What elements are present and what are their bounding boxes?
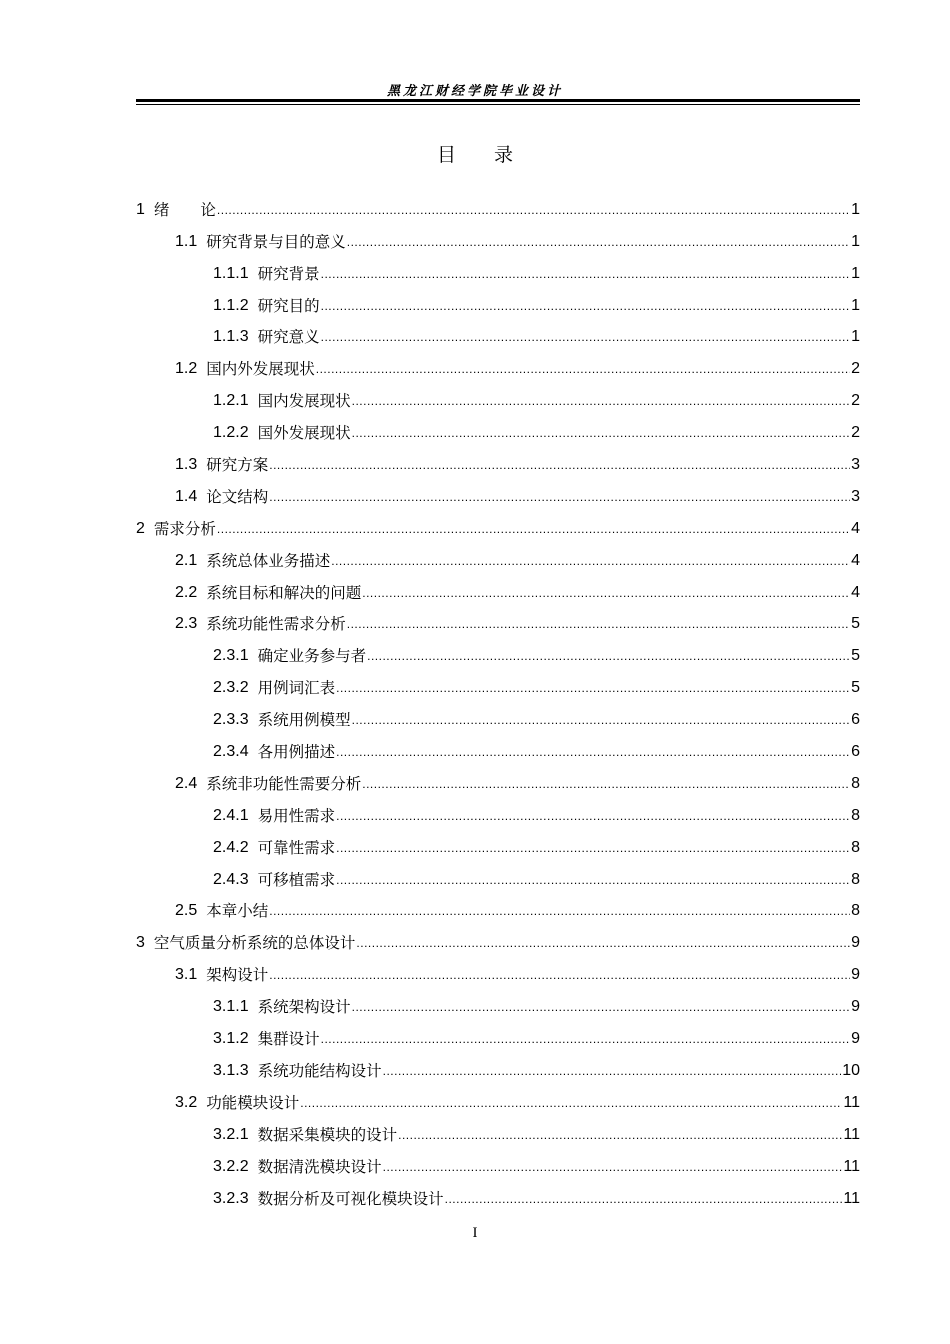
toc-dot-leader xyxy=(336,870,850,890)
toc-entry-title: 易用性需求 xyxy=(257,806,336,825)
toc-entry-title: 研究目的 xyxy=(257,296,320,315)
toc-entry-page: 8 xyxy=(851,902,860,920)
toc-entry[interactable] xyxy=(136,220,860,252)
toc-entry-title: 可靠性需求 xyxy=(257,838,336,857)
toc-entry-number: 3.2.2 xyxy=(213,1157,249,1175)
toc-dot-leader xyxy=(217,200,850,220)
toc-entry-title: 研究方案 xyxy=(206,456,269,475)
toc-dot-leader xyxy=(352,997,850,1017)
toc-entry-number: 2 xyxy=(136,519,145,537)
toc-entry-page: 9 xyxy=(851,966,860,984)
toc-entry-title: 论文结构 xyxy=(206,487,269,506)
toc-entry[interactable] xyxy=(136,603,860,635)
toc-entry[interactable] xyxy=(136,730,860,762)
toc-entry-number: 1.1.3 xyxy=(213,328,249,346)
toc-entry[interactable] xyxy=(136,411,860,443)
toc-entry[interactable] xyxy=(136,1081,860,1113)
toc-entry-number: 1.1 xyxy=(175,232,198,250)
toc-dot-leader xyxy=(331,551,850,571)
toc-entry-page: 4 xyxy=(851,583,860,601)
toc-entry-number: 1.1.2 xyxy=(213,296,249,314)
toc-entry[interactable] xyxy=(136,316,860,348)
toc-entry-title: 用例词汇表 xyxy=(257,679,336,698)
toc-entry-title: 系统非功能性需要分析 xyxy=(206,774,362,793)
toc-entry-number: 2.4.2 xyxy=(213,838,249,856)
toc-entry[interactable] xyxy=(136,252,860,284)
toc-dot-leader xyxy=(321,296,850,316)
toc-entry-number: 2.4.3 xyxy=(213,870,249,888)
toc-entry-number: 1.1.1 xyxy=(213,264,249,282)
toc-entry-page: 10 xyxy=(842,1061,860,1079)
toc-entry-number: 2.3.3 xyxy=(213,711,249,729)
toc-entry-page: 8 xyxy=(851,838,860,856)
toc-dot-leader xyxy=(321,264,850,284)
toc-dot-leader xyxy=(383,1157,843,1177)
toc-entry-page: 8 xyxy=(851,806,860,824)
toc-entry[interactable] xyxy=(136,762,860,794)
toc-entry-number: 3.2.3 xyxy=(213,1189,249,1207)
toc-entry-page: 11 xyxy=(843,1189,860,1207)
header-rule-thin xyxy=(136,104,860,105)
toc-entry-title: 可移植需求 xyxy=(257,870,336,889)
toc-entry-page: 5 xyxy=(851,647,860,665)
toc-entry[interactable] xyxy=(136,794,860,826)
toc-entry-title: 各用例描述 xyxy=(257,743,336,762)
toc-entry[interactable] xyxy=(136,858,860,890)
toc-dot-leader xyxy=(336,806,850,826)
toc-entry-page: 11 xyxy=(843,1125,860,1143)
document-header-title: 黑龙江财经学院毕业设计 xyxy=(386,84,563,99)
toc-entry-title: 数据采集模块的设计 xyxy=(257,1125,398,1144)
toc-entry-page: 2 xyxy=(851,360,860,378)
toc-entry[interactable] xyxy=(136,571,860,603)
toc-entry[interactable] xyxy=(136,634,860,666)
toc-dot-leader xyxy=(383,1061,842,1081)
toc-entry[interactable] xyxy=(136,284,860,316)
toc-entry-number: 3.1.2 xyxy=(213,1030,249,1048)
toc-dot-leader xyxy=(362,774,850,794)
toc-dot-leader xyxy=(352,391,850,411)
toc-entry-title: 本章小结 xyxy=(206,902,269,921)
toc-entry-number: 2.2 xyxy=(175,583,198,601)
toc-dot-leader xyxy=(336,742,850,762)
toc-entry-title: 系统架构设计 xyxy=(257,998,351,1017)
toc-entry-title: 系统功能性需求分析 xyxy=(206,615,346,634)
toc-dot-leader xyxy=(300,1093,842,1113)
toc-title: 目录 xyxy=(436,144,551,166)
toc-entry-page: 3 xyxy=(851,456,860,474)
toc-entry-title: 系统目标和解决的问题 xyxy=(206,583,362,602)
toc-entry[interactable] xyxy=(136,826,860,858)
toc-dot-leader xyxy=(362,583,850,603)
toc-dot-leader xyxy=(269,901,850,921)
toc-entry-page: 6 xyxy=(851,743,860,761)
table-of-contents xyxy=(136,188,860,1209)
toc-entry-number: 3.1.3 xyxy=(213,1061,249,1079)
toc-entry-number: 3.1.1 xyxy=(213,998,249,1016)
toc-entry[interactable] xyxy=(136,539,860,571)
toc-entry-page: 8 xyxy=(851,870,860,888)
toc-entry-title: 绪 论 xyxy=(153,200,216,219)
toc-entry-number: 3.1 xyxy=(175,966,198,984)
toc-dot-leader xyxy=(352,710,850,730)
toc-entry-number: 1.2.2 xyxy=(213,424,249,442)
toc-entry-page: 8 xyxy=(851,774,860,792)
toc-dot-leader xyxy=(347,614,850,634)
toc-entry-page: 9 xyxy=(851,934,860,952)
toc-entry[interactable] xyxy=(136,666,860,698)
toc-entry-page: 2 xyxy=(851,424,860,442)
toc-entry-page: 11 xyxy=(843,1157,860,1175)
toc-entry-title: 确定业务参与者 xyxy=(257,647,367,666)
toc-entry-title: 功能模块设计 xyxy=(206,1093,300,1112)
toc-entry-number: 3 xyxy=(136,934,145,952)
toc-entry[interactable] xyxy=(136,347,860,379)
toc-entry[interactable] xyxy=(136,475,860,507)
toc-entry-page: 5 xyxy=(851,615,860,633)
toc-entry-page: 6 xyxy=(851,711,860,729)
toc-entry[interactable] xyxy=(136,443,860,475)
toc-entry-title: 架构设计 xyxy=(206,966,269,985)
toc-dot-leader xyxy=(445,1189,843,1209)
toc-dot-leader xyxy=(269,487,850,507)
toc-dot-leader xyxy=(217,519,850,539)
toc-entry-number: 1 xyxy=(136,200,145,218)
toc-dot-leader xyxy=(336,678,850,698)
toc-dot-leader xyxy=(367,646,850,666)
toc-entry-title: 研究背景与目的意义 xyxy=(206,232,346,251)
toc-entry-title: 国内发展现状 xyxy=(257,392,351,411)
toc-entry-number: 2.4.1 xyxy=(213,806,249,824)
toc-entry-title: 集群设计 xyxy=(257,1030,320,1049)
toc-dot-leader xyxy=(321,1029,850,1049)
toc-entry-number: 3.2.1 xyxy=(213,1125,249,1143)
toc-entry-number: 2.4 xyxy=(175,774,198,792)
toc-entry-title: 系统用例模型 xyxy=(257,711,351,730)
toc-dot-leader xyxy=(316,359,850,379)
toc-entry-title: 国外发展现状 xyxy=(257,424,351,443)
toc-entry-number: 1.4 xyxy=(175,487,198,505)
toc-entry-number: 1.2.1 xyxy=(213,392,249,410)
toc-entry-number: 1.2 xyxy=(175,360,198,378)
toc-entry-number: 2.3.2 xyxy=(213,679,249,697)
toc-entry[interactable] xyxy=(136,379,860,411)
toc-entry-page: 4 xyxy=(851,551,860,569)
toc-entry-title: 数据分析及可视化模块设计 xyxy=(257,1189,444,1208)
toc-entry-title: 数据清洗模块设计 xyxy=(257,1157,382,1176)
toc-dot-leader xyxy=(269,965,850,985)
toc-entry[interactable] xyxy=(136,507,860,539)
toc-entry-page: 2 xyxy=(851,392,860,410)
toc-entry-number: 2.1 xyxy=(175,551,198,569)
toc-entry[interactable] xyxy=(136,953,860,985)
toc-entry-page: 3 xyxy=(851,487,860,505)
toc-entry-number: 2.3.1 xyxy=(213,647,249,665)
toc-entry[interactable] xyxy=(136,1177,860,1209)
toc-entry-title: 系统总体业务描述 xyxy=(206,551,331,570)
toc-entry[interactable] xyxy=(136,985,860,1017)
toc-entry-title: 空气质量分析系统的总体设计 xyxy=(153,934,356,953)
toc-entry-number: 2.5 xyxy=(175,902,198,920)
toc-entry-page: 9 xyxy=(851,998,860,1016)
toc-entry-page: 1 xyxy=(851,200,860,218)
toc-entry[interactable] xyxy=(136,921,860,953)
toc-dot-leader xyxy=(269,455,850,475)
toc-entry-title: 需求分析 xyxy=(153,519,216,538)
toc-entry-number: 3.2 xyxy=(175,1093,198,1111)
toc-entry-page: 11 xyxy=(843,1093,860,1111)
toc-entry-page: 1 xyxy=(851,232,860,250)
toc-dot-leader xyxy=(347,232,850,252)
toc-dot-leader xyxy=(336,838,850,858)
toc-entry-title: 国内外发展现状 xyxy=(206,360,315,379)
toc-entry-page: 9 xyxy=(851,1030,860,1048)
toc-entry-title: 研究意义 xyxy=(257,328,320,347)
toc-entry[interactable] xyxy=(136,1049,860,1081)
toc-entry[interactable] xyxy=(136,1113,860,1145)
toc-dot-leader xyxy=(352,423,850,443)
toc-entry[interactable] xyxy=(136,1017,860,1049)
toc-entry[interactable] xyxy=(136,698,860,730)
toc-entry[interactable] xyxy=(136,1145,860,1177)
toc-entry-page: 5 xyxy=(851,679,860,697)
toc-entry-title: 研究背景 xyxy=(257,264,320,283)
toc-entry-title: 系统功能结构设计 xyxy=(257,1061,382,1080)
toc-entry-page: 1 xyxy=(851,328,860,346)
toc-entry-number: 2.3.4 xyxy=(213,743,249,761)
toc-entry-page: 4 xyxy=(851,519,860,537)
toc-entry[interactable] xyxy=(136,890,860,922)
header-rule-thick xyxy=(136,99,860,102)
toc-dot-leader xyxy=(321,327,850,347)
toc-entry-page: 1 xyxy=(851,296,860,314)
toc-entry-number: 1.3 xyxy=(175,456,198,474)
toc-entry[interactable] xyxy=(136,188,860,220)
toc-entry-page: 1 xyxy=(851,264,860,282)
toc-dot-leader xyxy=(398,1125,842,1145)
footer-page-number: I xyxy=(472,1225,478,1241)
toc-dot-leader xyxy=(356,933,850,953)
toc-entry-number: 2.3 xyxy=(175,615,198,633)
